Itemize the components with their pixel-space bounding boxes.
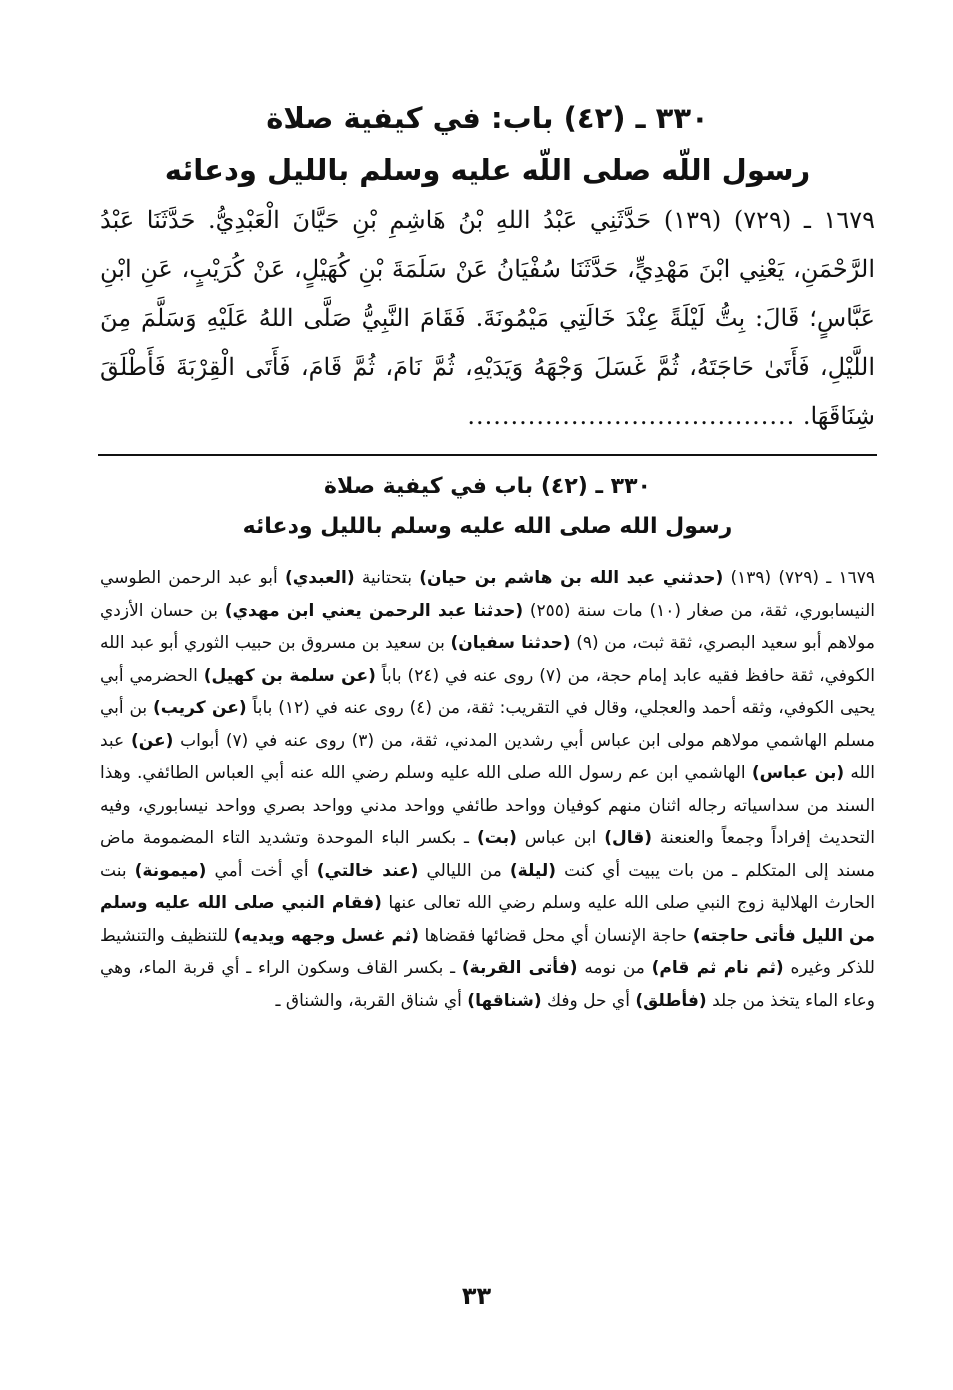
commentary-bold-segment: (ثم نام ثم قام): [651, 958, 784, 978]
commentary-heading-line-1: ٣٣٠ ـ (٤٢) باب في كيفية صلاة: [324, 474, 651, 499]
commentary-bold-segment: (بت): [476, 828, 517, 848]
commentary-segment: بن سعيد بن مسروق بن حبيب الثوري أبو عبد الله الكوفي، ثقة حافظ فقيه عابد إمام حجة، من (٧) روى عنه في (٢٤) باباً: [100, 633, 875, 686]
commentary-text: [100, 562, 875, 1017]
commentary-bold-segment: (قال): [604, 828, 652, 848]
commentary-bold-segment: (ليلة): [509, 860, 557, 881]
commentary-bold-segment: (فأتى القربة): [461, 958, 578, 978]
commentary-segment: بتحتانية: [354, 568, 420, 588]
commentary-bold-segment: (فقام النبي صلى الله عليه وسلم من الليل فأتى حاجته): [100, 893, 875, 946]
commentary-segment: ـ بكسر الباء الموحدة وتشديد التاء المضمومة ماض مسند إلى المتكلم ـ من بات يبيت أي كنت: [100, 828, 875, 881]
commentary-segment: للتنظيف والتنشيط للذكر وغيره: [100, 925, 875, 978]
commentary-bold-segment: (العبدي): [284, 568, 355, 588]
chapter-heading-line-2: رسول اللّه صلى اللّه عليه وسلم بالليل ودعائه: [164, 153, 811, 187]
commentary-segment: ـ بكسر القاف وسكون الراء ـ أي قربة الماء، وهي وعاء الماء يتخذ من جلد: [100, 958, 875, 1011]
commentary-bold-segment: (عن): [130, 730, 174, 751]
commentary-bold-segment: (حدثني عبد الله بن هاشم بن حيان): [419, 568, 724, 588]
commentary-segment: من نومه: [577, 958, 652, 978]
commentary-bold-segment: (ميمونة): [134, 860, 207, 881]
divider-rule: [98, 454, 877, 456]
commentary-segment: حاجة الإنسان أي محل قضائها فقضاها: [418, 925, 693, 946]
chapter-heading-line-1: ٣٣٠ ـ (٤٢) باب: في كيفية صلاة: [266, 101, 709, 135]
ellipsis-dots: ......................................: [467, 402, 796, 430]
commentary-segment: أي شناق القربة، والشناق ـ: [275, 990, 468, 1011]
commentary-bold-segment: (فأطلق): [635, 990, 707, 1011]
commentary-segment: أي حل وفك: [541, 990, 636, 1011]
commentary-bold-segment: (حدثنا عبد الرحمن يعني ابن مهدي): [224, 600, 524, 621]
commentary-bold-segment: (عن سلمة بن كهيل): [203, 665, 376, 686]
commentary-segment: ١٦٧٩ ـ (٧٢٩) (١٣٩): [723, 568, 875, 588]
commentary-bold-segment: (بن عباس): [751, 763, 845, 783]
commentary-heading: [100, 467, 875, 547]
commentary-segment: بن حسان الأزدي مولاهم أبو سعيد البصري، ثقة ثبت، من (٩): [100, 600, 875, 653]
commentary-bold-segment: (ثم غسل وجهه ويديه): [233, 925, 419, 946]
chapter-heading: [100, 92, 875, 196]
commentary-segment: أبو عبد الرحمن الطوسي النيسابوري، ثقة، من صغار (١٠) مات سنة (٢٥٥): [100, 568, 875, 621]
commentary-bold-segment: (عند خالتي): [316, 860, 419, 881]
commentary-segment: ابن عباس: [516, 828, 605, 848]
commentary-segment: عبد الله: [100, 730, 875, 783]
commentary-segment: أي أخت أمي: [206, 860, 317, 881]
commentary-segment: بن أبي مسلم الهاشمي مولاهم مولى ابن عباس أبي رشدين المدني، ثقة، من (٣) روى عنه في (٧) أبواب: [100, 698, 876, 751]
page-number: ٣٣: [461, 1282, 492, 1310]
commentary-segment: الهاشمي ابن عم رسول الله صلى الله عليه وسلم رضي الله عنه أبي العباس الطائفي. وهذا السند من سداسياته رجاله اثنان منهم كوفيان وواحد طائفي وواحد مدني وواحد بصري وواحد نيسابوري، وفيه التحديث إفراداً وجمعاً والعنعنة: [100, 763, 876, 848]
hadith-text: ١٦٧٩ ـ (٧٢٩) (١٣٩) حَدَّثَنِي عَبْدُ اللهِ بْنُ هَاشِمِ بْنِ حَيَّانَ الْعَبْدِيُّ. حَدَّثَنَا عَبْدُ الرَّحْمَنِ، يَعْنِي ابْنَ مَهْدِيٍّ، حَدَّثَنَا سُفْيَانُ عَنْ سَلَمَةَ بْنِ كُهَيْلٍ، عَنْ كُرَيْبٍ، عَنِ ابْنِ عَبَّاسٍ؛ قَالَ: بِتُّ لَيْلَةً عِنْدَ خَالَتِي مَيْمُونَةَ. فَقَامَ النَّبِيُّ صَلَّى اللهُ عَلَيْهِ وَسَلَّمَ مِنَ اللَّيْلِ، فَأَتَىٰ حَاجَتَهُ، ثُمَّ غَسَلَ وَجْهَهُ وَيَدَيْهِ، ثُمَّ نَامَ، ثُمَّ قَامَ، فَأَتَى الْقِرْبَةَ فَأَطْلَقَ شِنَاقَهَا.: [100, 206, 875, 430]
commentary-segment: من الليالي: [418, 860, 510, 881]
commentary-bold-segment: (عن كريب): [153, 698, 247, 718]
commentary-heading-line-2: رسول الله صلى الله عليه وسلم بالليل ودعائه: [242, 514, 733, 539]
commentary-bold-segment: (شناقها): [467, 990, 542, 1011]
commentary-segment: الحضرمي أبي يحيى الكوفي، وثقه أحمد والعجلي، وقال في التقريب: ثقة، من (٤) روى عنه في (١٢) باباً: [100, 665, 876, 718]
commentary-bold-segment: (حدثنا سفيان): [450, 633, 571, 653]
hadith-text-block: [100, 196, 875, 441]
commentary-segment: بنت الحارث الهلالية زوج النبي صلى الله عليه وسلم رضي الله تعالى عنها: [100, 860, 875, 913]
